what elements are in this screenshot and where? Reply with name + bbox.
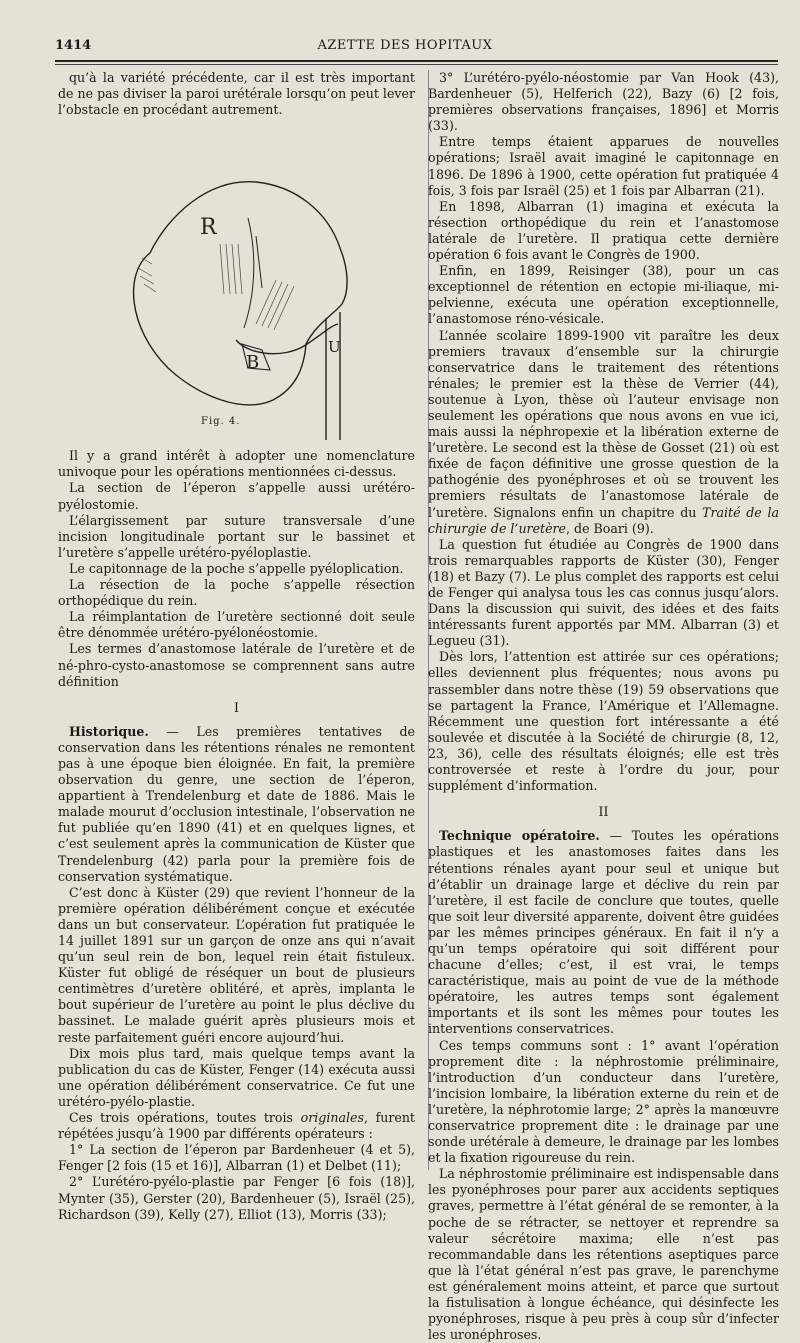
ureter-outline <box>326 312 340 440</box>
paragraph-text: , de Boari (9). <box>566 520 654 536</box>
left-column <box>58 70 415 1223</box>
page-header <box>55 38 755 58</box>
list-item: 1° La section de l’éperon par Bardenheuer (4 et 5), Fenger [2 fois (15 et 16)], Albarran (1) et Delbet (11); <box>58 1142 415 1174</box>
header-rule <box>55 60 778 62</box>
header-rule-thin <box>55 64 778 65</box>
figure-label-r: R <box>200 215 217 241</box>
paragraph-text: Ces trois opérations, toutes trois <box>69 1110 301 1126</box>
section-number: I <box>234 699 239 715</box>
kidney-outline <box>134 182 348 405</box>
paragraph: Dix mois plus tard, mais quelque temps avant la publication du cas de Küster, Fenger (14) exécuta aussi une opération délibérément conservatrice. Ce fut une urétéro-pyélo-plastie. <box>58 1045 415 1109</box>
paragraph: La réimplantation de l’uretère sectionné doit seule être dénommée urétéro-pyélonéostomie. <box>58 609 415 641</box>
paragraph: Dès lors, l’attention est attirée sur ces opérations; elles deviennent plus fréquentes; nous avons pu rassembler dans notre thèse (19) 59 observations que se partagent la France, l’Amérique et l’Allemagne. Récemment une question fort intéressante a été soulevée et discutée à la Société de chirurgie (8, 12, 23, 36), celle des résultats éloignés; elle est très controversée et reste à l’ordre du jour, pour supplément d’information. <box>428 649 779 794</box>
paragraph-text: , furent répétées jusqu’à 1900 par différents opérateurs : <box>58 1110 415 1142</box>
section-paragraph <box>428 828 779 1037</box>
paragraph: Il y a grand intérêt à adopter une nomenclature univoque pour les opérations mentionnées ci-dessus. <box>58 448 415 480</box>
kidney-diagram <box>58 118 415 448</box>
paragraph: En 1898, Albarran (1) imagina et exécuta la résection orthopédique du rein et l’anastomose latérale de l’uretère. Il pratiqua cette dernière opération 6 fois avant le Congrès de 1900. <box>428 198 779 263</box>
figure-4 <box>58 118 415 448</box>
paragraph <box>58 1110 415 1142</box>
section-number: II <box>598 804 609 820</box>
paragraph: L’élargissement par suture transversale d’une incision longitudinale portant sur le bassinet et l’uretère s’appelle urétéro-pyéloplastie. <box>58 512 415 560</box>
paragraph: Enfin, en 1899, Reisinger (38), pour un cas exceptionnel de rétention en ectopie mi-iliaque, mi-pelvienne, exécuta une opération exceptionnelle, l’anastomose réno-vésicale. <box>428 263 779 327</box>
paragraph: C’est donc à Küster (29) que revient l’honneur de la première opération délibérément conçue et exécutée dans un but conservateur. L’opération fut pratiquée le 14 juillet 1891 sur un garçon de onze ans qui n’avait qu’un seul rein de bon, lequel rein était fistuleux. Küster fut obligé de réséquer un bout de plusieurs centimètres d’uretère oblitéré, et après, implanta le bout supérieur de l’uretère au point le plus déclive du bassinet. Le malade guérit après plusieurs mois et reste parfaitement guéri encore aujourd’hui. <box>58 884 415 1045</box>
paragraph: Le capitonnage de la poche s’appelle pyéloplication. <box>69 560 404 576</box>
italic-text: originales <box>300 1110 364 1126</box>
paragraph-text: L’année scolaire 1899-1900 vit paraître les deux premiers travaux d’ensemble sur la chirurgie conservatrice dans le traitement des rétentions rénales; le premier est la thèse de Verrier (44), soutenue à Lyon, thèse où l’auteur envisage non seulement les opérations que nous avons en vue ici, mais aussi la néphropexie et la libération externe de l’uretère. Le second est la thèse de Gosset (21) où est fixée de façon définitive une grosse question de la pathogénie des pyonéphroses et où se trouvent les premiers résultats de l’anastomose latérale de l’uretère. Signalons enfin un chapitre du <box>428 327 779 520</box>
paragraph: La question fut étudiée au Congrès de 1900 dans trois remarquables rapports de Küster (30), Fenger (18) et Bazy (7). Le plus complet des rapports est celui de Fenger qui analysa tous les cas connus jusqu’alors. Dans la discussion qui suivit, des idées et des faits intéressants furent apportés par MM. Albarran (3) et Legueu (31). <box>428 536 779 649</box>
section-heading: Technique opératoire. <box>439 828 600 844</box>
list-item: 2° L’urétéro-pyélo-plastie par Fenger [6 fois (18)], Mynter (35), Gerster (20), Bardenheuer (5), Israël (25), Richardson (39), Kelly (27), Elliot (13), Morris (33); <box>58 1174 415 1222</box>
figure-caption: Fig. 4. <box>201 416 241 428</box>
paragraph: La résection de la poche s’appelle résection orthopédique du rein. <box>58 577 415 609</box>
section-heading: Historique. <box>69 723 149 739</box>
page-number: 1414 <box>55 38 92 53</box>
italic-text: Traité de la chirurgie de l’uretère <box>428 504 779 536</box>
paragraph-text: — Toutes les opérations plastiques et les anastomoses faites dans les rétentions rénales ayant pour seul et unique but d’établir un drainage large et déclive du rein par l’uretère, il est facile de conclure que toutes, quelle que soit leur diversité apparente, doivent être guidées par les mêmes principes généraux. En fait il n’y a qu’un temps opératoire qui soit différent pour chacune d’elles; c’est, il est vrai, le temps caractéristique, mais au point de vue de la méthode opératoire, les autres temps sont également importants et ils sont les mêmes pour toutes les interventions conservatrices. <box>428 828 780 1037</box>
paragraph-text: — Les premières tentatives de conservation dans les rétentions rénales ne remontent pas à une époque bien éloignée. En fait, la première observation du genre, une section de l’éperon, appartient à Trendelenburg et date de 1886. Mais le malade mourut d’occlusion intestinale, l’observation ne fut publiée qu’en 1890 (41) et en quelques lignes, et c’est seulement après la communication de Küster que Trendelenburg (42) parla pour la première fois de conservation systématique. <box>58 723 415 884</box>
list-item: 3° L’urétéro-pyélo-néostomie par Van Hook (43), Bardenheuer (5), Helferich (22), Bazy (6) [2 fois, premières observations françaises, 1896] et Morris (33). <box>428 70 779 134</box>
paragraph <box>428 328 779 537</box>
paragraph: qu’à la variété précédente, car il est très important de ne pas diviser la paroi urétérale lorsqu’on peut lever l’obstacle en procédant autrement. <box>58 70 415 118</box>
paragraph: Entre temps étaient apparues de nouvelles opérations; Israël avait imaginé le capitonnage en 1896. De 1896 à 1900, cette opération fut pratiquée 4 fois, 3 fois par Israël (25) et 1 fois par Albarran (21). <box>428 134 779 198</box>
paragraph: La section de l’éperon s’appelle aussi urétéro-pyélostomie. <box>58 480 415 512</box>
figure-label-u: U <box>328 338 341 357</box>
renal-pelvis-outline <box>236 324 338 354</box>
section-paragraph <box>58 724 415 885</box>
right-column <box>428 70 779 1343</box>
paragraph: Les termes d’anastomose latérale de l’uretère et de né-phro-cysto-anastomose se comprennent sans autre définition <box>58 641 415 689</box>
paragraph: La néphrostomie préliminaire est indispensable dans les pyonéphroses pour parer aux accidents septiques graves, permettre à l’état général de se remonter, à la poche de se rétracter, se nettoyer et reprendre sa valeur sécrétoire maxima; elle n’est pas recommandable dans les rétentions aseptiques parce que là l’état général n’est pas grave, le parenchyme est généralement moins atteint, et parce que surtout la fistulisation à longue échéance, qui désinfecte les pyonéphroses, risque à peu près à coup sûr d’infecter les uronéphroses. <box>428 1166 779 1343</box>
running-title: AZETTE DES HOPITAUX <box>317 38 493 53</box>
paragraph: Ces temps communs sont : 1° avant l’opération proprement dite : la néphrostomie préliminaire, l’introduction d’un conducteur dans l’uretère, l’incision lombaire, la libération externe du rein et de l’uretère, la néphrotomie large; 2° après la manœuvre conservatrice proprement dite : le drainage par une sonde urétérale à demeure, le drainage par les lombes et la fixation rigoureuse du rein. <box>428 1037 779 1166</box>
figure-label-b: B <box>246 352 260 374</box>
